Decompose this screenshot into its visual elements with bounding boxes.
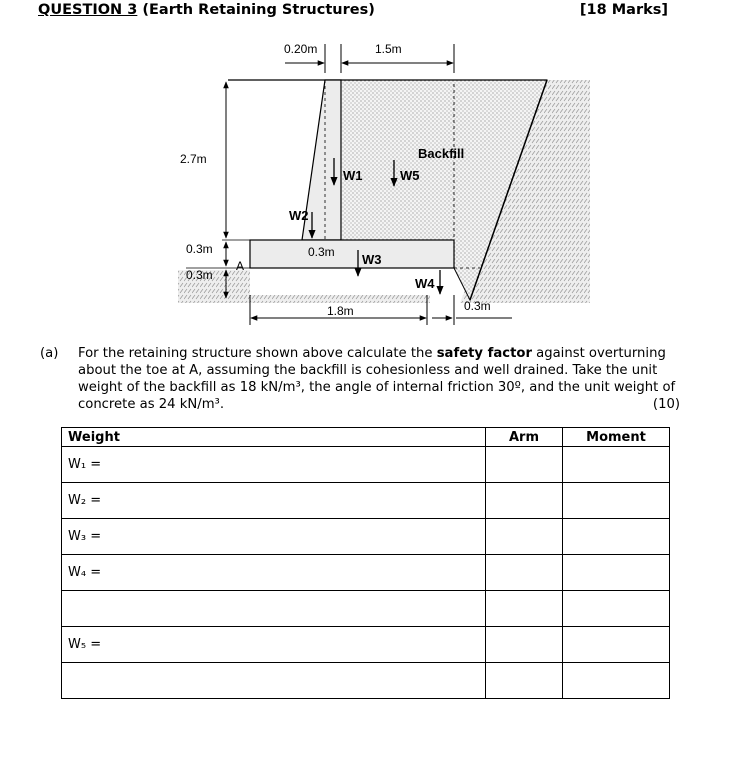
table-row — [62, 555, 670, 591]
arm-cell[interactable] — [486, 591, 563, 627]
toe-point-label: A — [236, 259, 245, 273]
arm-cell[interactable] — [486, 447, 563, 483]
base-slab — [250, 240, 454, 268]
dim-toe-length: 0.3m — [308, 245, 335, 259]
question-marks: [18 Marks] — [579, 2, 668, 18]
dim-heel-ext: 0.3m — [464, 299, 491, 313]
table-row — [62, 447, 670, 483]
w2-label: W2 — [289, 208, 309, 223]
moment-cell[interactable] — [563, 483, 670, 519]
part-a-text-1: For the retaining structure shown above calculate the — [78, 346, 437, 361]
table-row — [62, 663, 670, 699]
backfill-label: Backfill — [418, 146, 465, 161]
weight-cell[interactable]: W₃ = — [62, 519, 486, 555]
ground-hatch-bottom — [250, 295, 430, 303]
dim-stem-height: 2.7m — [180, 152, 207, 166]
question-label: QUESTION 3 — [38, 2, 138, 18]
w5-label: W5 — [400, 168, 420, 183]
weight-cell[interactable]: W₅ = — [62, 627, 486, 663]
moment-cell[interactable] — [563, 519, 670, 555]
part-a-bold: safety factor — [436, 346, 532, 361]
header-moment: Moment — [563, 428, 670, 447]
part-a-marks: (10) — [652, 397, 680, 412]
moment-cell[interactable] — [563, 663, 670, 699]
retaining-wall-figure — [0, 0, 731, 340]
table-header-row — [62, 428, 670, 447]
table-row — [62, 483, 670, 519]
moment-cell[interactable] — [563, 591, 670, 627]
dim-base-thickness: 0.3m — [186, 242, 213, 256]
part-a-text — [78, 345, 678, 413]
part-a-label: (a) — [40, 346, 59, 361]
dim-top-wall: 0.20m — [284, 42, 318, 56]
w1-label: W1 — [343, 168, 363, 183]
arm-cell[interactable] — [486, 555, 563, 591]
moment-cell[interactable] — [563, 447, 670, 483]
weight-cell[interactable]: W₂ = — [62, 483, 486, 519]
moment-cell[interactable] — [563, 627, 670, 663]
arm-cell[interactable] — [486, 627, 563, 663]
part-a-text-2: against overturning about the toe at A, assuming the backfill is cohesionless and well drained. Take the unit weight of the backfill as 18 kN/m³, the angle of internal friction 30º, and the unit weight of concrete as 24 kN/m³. — [78, 346, 676, 412]
header-weight: Weight — [62, 428, 486, 447]
arm-cell[interactable] — [486, 483, 563, 519]
question-topic: (Earth Retaining Structures) — [137, 2, 375, 18]
w3-label: W3 — [362, 252, 382, 267]
weight-cell[interactable]: W₄ = — [62, 555, 486, 591]
table-row — [62, 627, 670, 663]
weight-cell[interactable]: W₁ = — [62, 447, 486, 483]
dim-embedment: 0.3m — [186, 268, 213, 282]
moment-cell[interactable] — [563, 555, 670, 591]
arm-cell[interactable] — [486, 663, 563, 699]
dim-top-backfill: 1.5m — [375, 42, 402, 56]
weights-table — [61, 427, 670, 699]
table-row — [62, 519, 670, 555]
weight-cell[interactable] — [62, 663, 486, 699]
dim-base-length: 1.8m — [327, 304, 354, 318]
weight-cell[interactable] — [62, 591, 486, 627]
w4-label: W4 — [415, 276, 435, 291]
header-arm: Arm — [486, 428, 563, 447]
arm-cell[interactable] — [486, 519, 563, 555]
table-row — [62, 591, 670, 627]
